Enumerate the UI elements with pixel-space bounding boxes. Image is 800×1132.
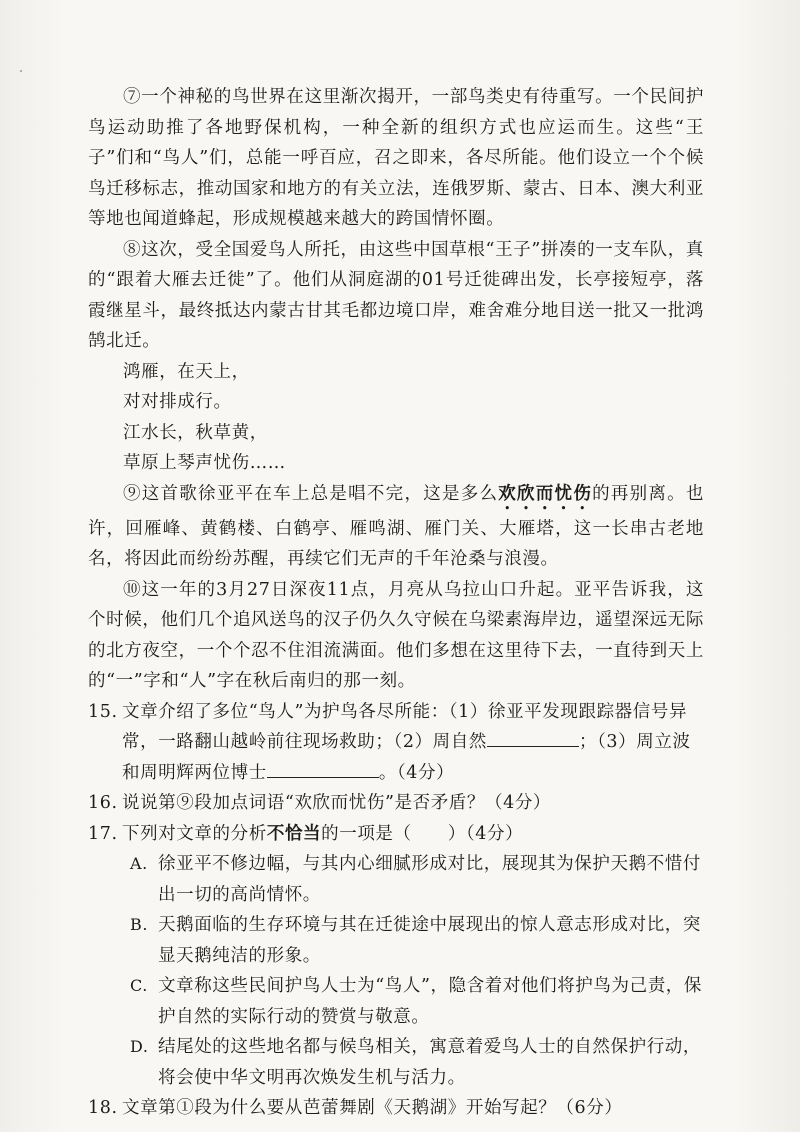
- paragraph-9-text-a: ⑨这首歌徐亚平在车上总是唱不完，这是多么: [123, 483, 499, 504]
- answer-blank-2[interactable]: [487, 729, 579, 748]
- question-number: 16.: [88, 793, 118, 813]
- poem-line-4: 草原上琴声忧伤……: [123, 453, 286, 473]
- paragraph-7: ⑦一个神秘的鸟世界在这里渐次揭开，一部鸟类史有待重写。一个民间护鸟运动助推了各地野保机构，一种全新的组织方式也应运而生。这些“王子”们和“鸟人”们，总能一呼百应，召之即来，各尽所能。他们设立一个个候鸟迁移标志，推动国家和地方的有关立法，连俄罗斯、蒙古、日本、澳大利亚等地也闻道蜂起，形成规模越来越大的跨国情怀圈。: [88, 87, 704, 229]
- scan-speck: [20, 70, 22, 72]
- answer-blank-3[interactable]: [267, 759, 379, 778]
- option-label: A.: [130, 854, 148, 873]
- question-18: [88, 1093, 704, 1124]
- option-b[interactable]: [130, 910, 704, 971]
- question-15-text-c: 。（4分）: [378, 762, 455, 783]
- question-15: [88, 697, 704, 789]
- question-number: 15.: [88, 701, 118, 722]
- question-18-text: 文章第①段为什么要从芭蕾舞剧《天鹅湖》开始写起？（6分）: [122, 1098, 623, 1118]
- question-15-text-b: ；（3）周立波和周明辉两位博士: [122, 732, 691, 783]
- option-label: B.: [130, 915, 149, 934]
- poem-line-2: 对对排成行。: [123, 392, 232, 412]
- question-number: 17.: [88, 823, 118, 844]
- question-17-emphasis: 不恰当: [266, 823, 322, 844]
- option-d[interactable]: [130, 1032, 704, 1093]
- question-15-text-a: 文章介绍了多位“鸟人”为护鸟各尽所能：（1）徐亚平发现跟踪器信号异常，一路翻山越岭前往现场救助；（2）周自然: [122, 701, 688, 752]
- question-16: [88, 788, 704, 819]
- question-17: [88, 819, 704, 850]
- poem-line-1: 鸿雁，在天上，: [123, 361, 250, 382]
- question-number: 18.: [88, 1098, 118, 1118]
- question-17-text-b: 的一项是（ ）（4分）: [321, 823, 524, 844]
- option-text: 结尾处的这些地名都与候鸟相关，寓意着爱鸟人士的自然保护行动，将会使中华文明再次焕发生机与活力。: [158, 1037, 701, 1088]
- option-c[interactable]: [130, 971, 704, 1032]
- option-label: C.: [130, 976, 148, 995]
- paragraph-9-text-b: 的再别离。也许，回雁峰、黄鹤楼、白鹤亭、雁鸣湖、雁门关、大雁塔，这一长串古老地名，将因此而纷纷苏醒，再续它们无声的千年沧桑与浪漫。: [88, 483, 705, 569]
- option-text: 文章称这些民间护鸟人士为“鸟人”，隐含着对他们将护鸟为己责，保护自然的实际行动的赞赏与敬意。: [158, 976, 702, 1027]
- option-text: 徐亚平不修边幅，与其内心细腻形成对比，展现其为保护天鹅不惜付出一切的高尚情怀。: [158, 854, 701, 905]
- paragraph-9: [88, 479, 704, 575]
- question-17-text-a: 下列对文章的分析: [122, 823, 267, 844]
- paragraph-10: ⑩这一年的3月27日深夜11点，月亮从乌拉山口升起。亚平告诉我，这个时候，他们几个追风送鸟的汉子仍久久守候在乌梁素海岸边，遥望深远无际的北方夜空，一个个忍不住泪流满面。他们多想在这里待下去，一直待到天上的“一”字和“人”字在秋后南归的那一刻。: [88, 579, 704, 691]
- option-a[interactable]: [130, 849, 704, 910]
- poem-line-3: 江水长，秋草黄，: [123, 422, 268, 443]
- option-text: 天鹅面临的生存环境与其在迁徙途中展现出的惊人意志形成对比，突显天鹅纯洁的形象。: [158, 915, 701, 966]
- option-label: D.: [130, 1037, 149, 1056]
- dotted-phrase: 欢欣而忧伤: [498, 483, 593, 504]
- paragraph-8: ⑧这次，受全国爱鸟人所托，由这些中国草根“王子”拼凑的一支车队，真的“跟着大雁去迁徙”了。他们从洞庭湖的01号迁徙碑出发，长亭接短亭，落霞继星斗，最终抵达内蒙古甘其毛都边境口岸，难舍难分地目送一批又一批鸿鹄北迁。: [88, 239, 704, 351]
- poem: [88, 357, 704, 479]
- passage-content: [88, 82, 704, 1124]
- question-16-text: 说说第⑨段加点词语“欢欣而忧伤”是否矛盾？（4分）: [122, 793, 552, 813]
